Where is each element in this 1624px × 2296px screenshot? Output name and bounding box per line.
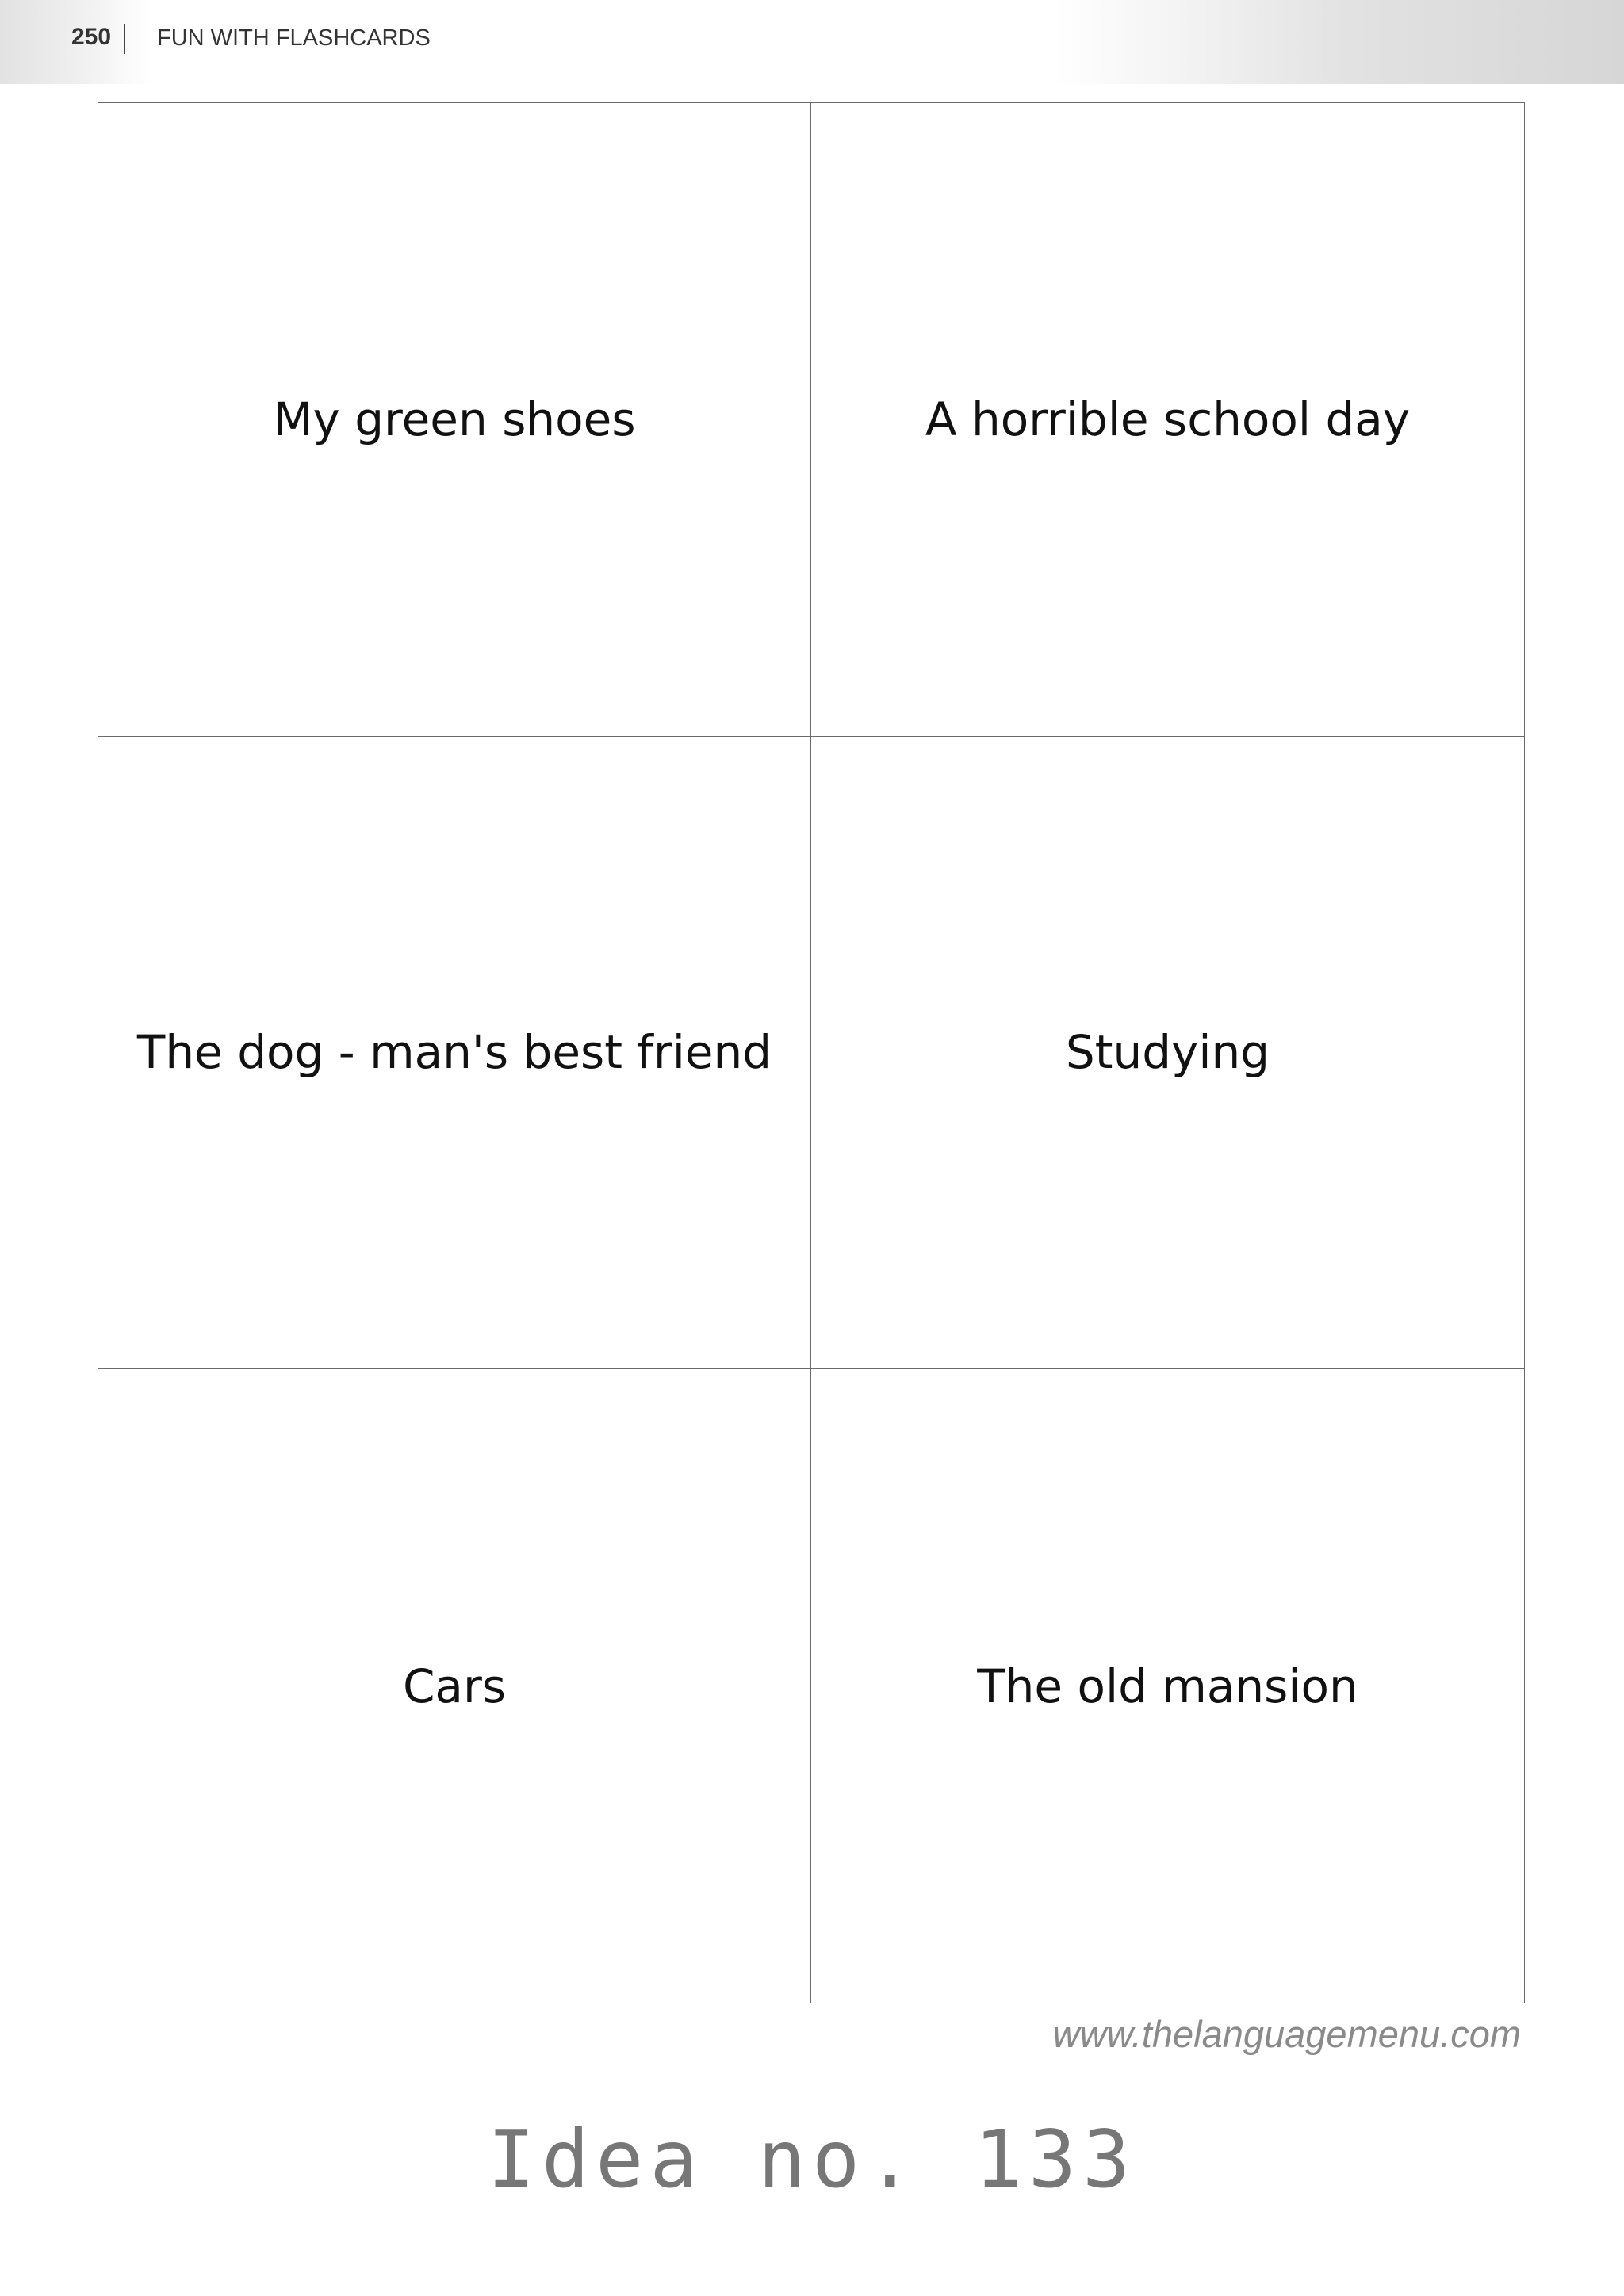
website-url: www.thelanguagemenu.com	[1052, 2013, 1521, 2055]
flashcard-text: The old mansion	[977, 1659, 1358, 1713]
flashcard-text: A horrible school day	[925, 392, 1411, 446]
header-divider	[124, 24, 125, 54]
flashcard	[811, 1369, 1524, 2003]
flashcard-text: My green shoes	[273, 392, 636, 446]
flashcard	[98, 103, 811, 737]
flashcard-grid	[98, 102, 1525, 2003]
running-title: FUN WITH FLASHCARDS	[157, 25, 431, 51]
flashcard-text: Studying	[1065, 1025, 1270, 1080]
page-number: 250	[71, 24, 112, 50]
page-header	[0, 0, 1624, 84]
flashcard	[811, 103, 1524, 737]
idea-number-label: Idea no. 133	[487, 2113, 1137, 2206]
flashcard-text: Cars	[402, 1659, 507, 1713]
flashcard	[98, 737, 811, 1370]
flashcard	[98, 1369, 811, 2003]
flashcard-text: The dog - man's best friend	[136, 1025, 772, 1080]
flashcard	[811, 737, 1524, 1370]
